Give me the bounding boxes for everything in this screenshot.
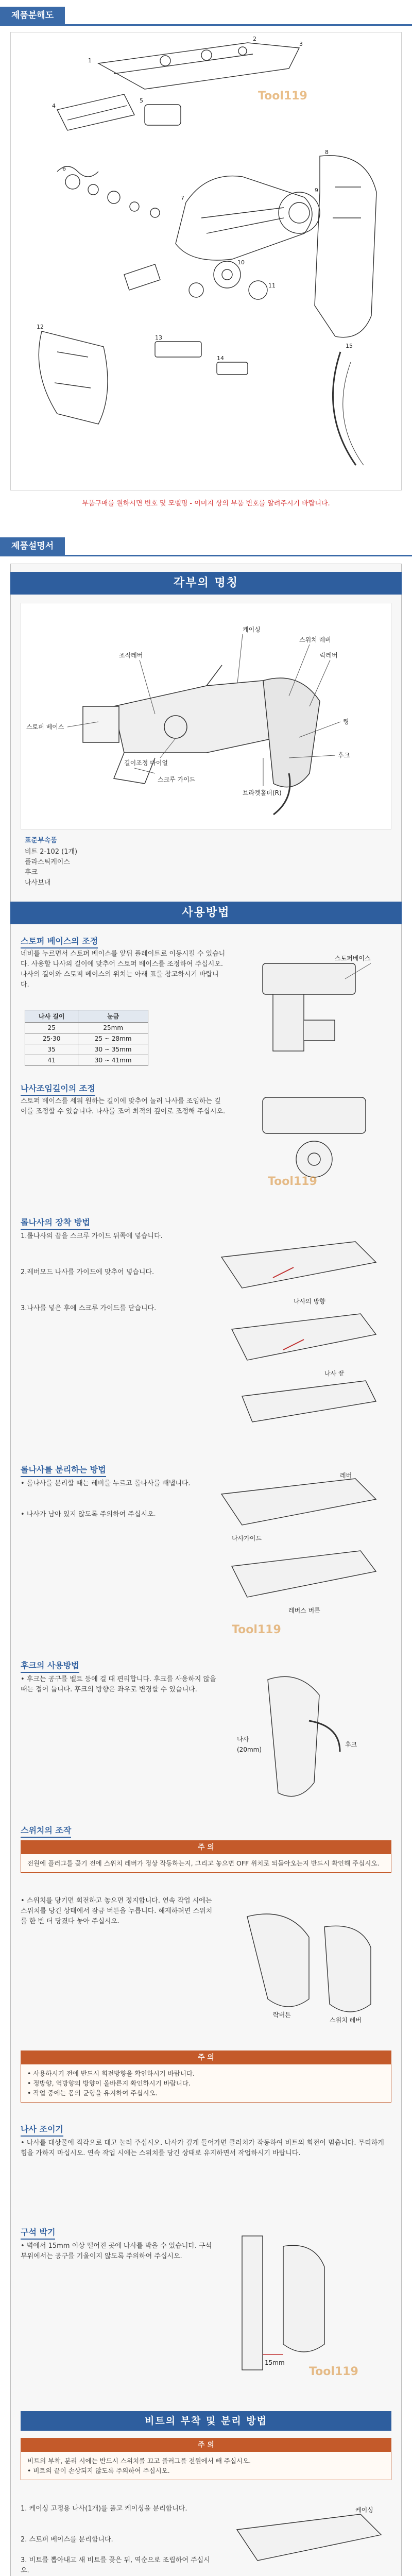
label-casing: 케이싱 bbox=[243, 626, 261, 633]
caution-title: 주 의 bbox=[21, 1841, 391, 1854]
bit-caution bbox=[21, 2438, 391, 2480]
stopper-figure-label: 스토퍼베이스 bbox=[335, 955, 371, 962]
svg-text:5: 5 bbox=[140, 97, 143, 104]
depth-figure bbox=[247, 1082, 391, 1195]
removing-label-lever: 레버 bbox=[340, 1472, 352, 1479]
usage-band: 사용방법 bbox=[10, 902, 402, 924]
switch-text: • 스위치를 당기면 회전하고 놓으면 정지합니다. 연속 작업 시에는 스위치를 당긴 상태에서 잠금 버튼을 누릅니다. 해제하려면 스위치를 한 번 더 당겼다 놓아 주십시오. bbox=[21, 1897, 213, 1925]
bit-step: 2. 스토퍼 베이스를 분리합니다. bbox=[21, 2536, 113, 2544]
svg-text:15: 15 bbox=[346, 343, 353, 349]
fastening-heading: 나사 조이기 bbox=[21, 2123, 63, 2137]
caution-title: 주 의 bbox=[21, 2438, 391, 2452]
corner-label: 15mm bbox=[265, 2359, 285, 2366]
svg-text:6: 6 bbox=[62, 165, 66, 172]
exploded-drawing bbox=[11, 32, 401, 490]
label-depth-dial: 길이조정 다이얼 bbox=[124, 759, 168, 767]
corner-heading: 구석 박기 bbox=[21, 2226, 55, 2240]
hook-figure bbox=[227, 1659, 391, 1814]
table-row: 25·30 25 ~ 28mm bbox=[25, 1033, 148, 1044]
loading-step: 1.롤나사의 끝을 스크루 가이드 뒤쪽에 넣습니다. bbox=[21, 1232, 163, 1240]
accessory-item: 후크 bbox=[25, 869, 38, 876]
removing-label-button: 레버스 버튼 bbox=[288, 1607, 320, 1614]
stopper-table bbox=[25, 1010, 148, 1066]
corner-figure bbox=[227, 2226, 391, 2380]
watermark: Tool119 bbox=[268, 1175, 317, 1188]
hook-label-hook: 후크 bbox=[345, 1741, 357, 1748]
watermark: Tool119 bbox=[309, 2365, 358, 2378]
switch-heading: 스위치의 조작 bbox=[21, 1824, 71, 1838]
label-ring: 링 bbox=[343, 718, 349, 725]
switch-caution bbox=[21, 1840, 391, 1873]
caution-body: 전원에 플러그를 꽂기 전에 스위치 레버가 정상 작동하는지, 그리고 놓으면 OFF 위치로 되돌아오는지 반드시 확인해 주십시오. bbox=[27, 1859, 380, 1867]
label-lock-lever: 락레버 bbox=[320, 652, 338, 659]
table-row: 41 30 ~ 41mm bbox=[25, 1055, 148, 1066]
table-row: 25 25mm bbox=[25, 1023, 148, 1033]
svg-text:4: 4 bbox=[52, 103, 56, 109]
stopper-heading: 스토퍼 베이스의 조정 bbox=[21, 935, 98, 948]
bit-change-band: 비트의 부착 및 분리 방법 bbox=[21, 2411, 391, 2431]
svg-text:1: 1 bbox=[88, 57, 92, 64]
svg-text:2: 2 bbox=[253, 36, 256, 42]
switch-label-lock: 락버튼 bbox=[273, 2011, 291, 2019]
label-hook: 후크 bbox=[338, 752, 350, 759]
exploded-note: 부품구매를 원하시면 번호 및 모델명 - 이미지 상의 부품 번호를 알려주시기 바랍니다. bbox=[82, 500, 330, 507]
svg-text:11: 11 bbox=[268, 282, 276, 289]
part-names-band: 각부의 명칭 bbox=[10, 572, 402, 595]
svg-text:3: 3 bbox=[299, 41, 303, 47]
svg-text:12: 12 bbox=[37, 324, 44, 330]
accessory-item: 나사보내 bbox=[25, 879, 51, 887]
tool-drawing bbox=[21, 603, 392, 830]
loading-label-direction: 나사의 방향 bbox=[294, 1298, 325, 1305]
exploded-diagram bbox=[10, 32, 402, 490]
removing-step: • 롤나사를 분리할 때는 레버를 누르고 롤나사를 빼냅니다. bbox=[21, 1480, 191, 1487]
label-bracket-holder: 브라켓홀더(R) bbox=[243, 789, 282, 796]
bit-step: 1. 케이싱 고정용 나사(1개)를 풀고 케이싱을 분리합니다. bbox=[21, 2505, 187, 2513]
depth-heading: 나사조임깊이의 조정 bbox=[21, 1082, 95, 1096]
stopper-text: 네비를 누르면서 스토퍼 베이스를 앞뒤 플레이트로 이동시킬 수 있습니다. 사용할 나사의 길이에 맞추어 스토퍼 베이스를 조정하여 주십시오. 나사의 길이와 스토퍼 베이스의 위치는 아래 표를 참고하시기 바랍니다. bbox=[21, 950, 226, 989]
caution-title: 주 의 bbox=[21, 2051, 391, 2064]
accessory-item: 플라스틱케이스 bbox=[25, 858, 70, 866]
removing-figure bbox=[211, 1468, 391, 1638]
removing-label-guide: 나사가이드 bbox=[232, 1535, 262, 1542]
caution-body: • 사용하시기 전에 반드시 회전방향을 확인하시기 바랍니다. • 정방향, 역방향의 방향이 올바른지 확인하시기 바랍니다. • 작업 중에는 몸의 균형을 유지하여 주십시오. bbox=[27, 2070, 195, 2097]
svg-text:8: 8 bbox=[325, 149, 329, 156]
loading-label-tip: 나사 끝 bbox=[324, 1370, 345, 1377]
loading-step: 2.레버모드 나사를 가이드에 맞추어 넣습니다. bbox=[21, 1268, 154, 1276]
depth-text: 스토퍼 베이스를 세워 원하는 길이에 맞추어 눌러 나사를 조임하는 깊이를 조정할 수 있습니다. 나사를 조여 최적의 깊이로 조정해 주십시오. bbox=[21, 1097, 226, 1115]
bit-label-casing: 케이싱 bbox=[355, 2506, 373, 2514]
caution-body: 비트의 부착, 분리 시에는 반드시 스위치를 끄고 플러그를 전원에서 빼 주십시오. • 비트의 끝이 손상되지 않도록 주의하여 주십시오. bbox=[27, 2457, 251, 2475]
switch-label-lever: 스위치 레버 bbox=[330, 2016, 362, 2024]
table-header: 눈금 bbox=[78, 1010, 148, 1023]
label-control-lever: 조작레버 bbox=[119, 652, 143, 659]
removing-step: • 나사가 남아 있지 않도록 주의하여 주십시오. bbox=[21, 1511, 156, 1518]
watermark: Tool119 bbox=[232, 1623, 281, 1636]
watermark: Tool119 bbox=[258, 90, 307, 103]
svg-text:10: 10 bbox=[237, 259, 245, 266]
hook-text: • 후크는 공구를 벨트 등에 걸 때 편리합니다. 후크를 사용하지 않을 때는 접어 둡니다. 후크의 방향은 좌우로 변경할 수 있습니다. bbox=[21, 1675, 216, 1693]
accessory-item: 비트 2-102 (1개) bbox=[25, 848, 78, 856]
label-switch-lever: 스위치 레버 bbox=[299, 636, 331, 643]
hook-heading: 후크의 사용방법 bbox=[21, 1659, 79, 1673]
loading-figure bbox=[211, 1226, 391, 1443]
bit-figure bbox=[227, 2504, 391, 2576]
section-tab-label: 제품분해도 bbox=[0, 7, 65, 24]
section-tab-label: 제품설명서 bbox=[0, 537, 65, 555]
corner-text: • 벽에서 15mm 이상 떨어진 곳에 나사를 박을 수 있습니다. 구석 부위에서는 공구를 기울이지 않도록 주의하여 주십시오. bbox=[21, 2242, 212, 2260]
table-row: 35 30 ~ 35mm bbox=[25, 1044, 148, 1055]
bit-step: 3. 비트를 뽑아내고 새 비트를 꽂은 뒤, 역순으로 조립하여 주십시오. bbox=[21, 2556, 210, 2574]
svg-text:9: 9 bbox=[315, 187, 318, 194]
loading-step: 3.나사를 넣은 후에 스크루 가이드를 닫습니다. bbox=[21, 1304, 157, 1312]
part-names-figure bbox=[21, 603, 391, 829]
table-header: 나사 길이 bbox=[25, 1010, 78, 1023]
label-screw-guide: 스크루 가이드 bbox=[158, 776, 196, 783]
fastening-text: • 나사를 대상물에 직각으로 대고 눌러 주십시오. 나사가 깊게 들어가면 클러치가 작동하여 비트의 회전이 멈춥니다. 무리하게 힘을 가하지 마십시오. 연속 작업 시에는 스위치를 당긴 상태로 유지하면서 작업하시기 바랍니다. bbox=[21, 2139, 384, 2157]
svg-text:13: 13 bbox=[155, 334, 162, 341]
hook-label-size: (20mm) bbox=[237, 1746, 262, 1753]
hook-label-screw: 나사 bbox=[237, 1736, 249, 1743]
loading-heading: 롤나사의 장착 방법 bbox=[21, 1216, 90, 1230]
section-tab-description bbox=[0, 536, 412, 556]
label-stopper-base: 스토퍼 베이스 bbox=[26, 723, 64, 731]
switch-figure bbox=[227, 1896, 391, 2030]
fastening-caution bbox=[21, 2050, 391, 2103]
stopper-figure bbox=[242, 943, 391, 1061]
section-tab-exploded bbox=[0, 5, 412, 26]
accessories-title: 표준부속품 bbox=[25, 837, 57, 844]
removing-heading: 롤나사를 분리하는 방법 bbox=[21, 1463, 106, 1477]
svg-text:7: 7 bbox=[181, 195, 184, 201]
svg-text:14: 14 bbox=[217, 355, 224, 362]
